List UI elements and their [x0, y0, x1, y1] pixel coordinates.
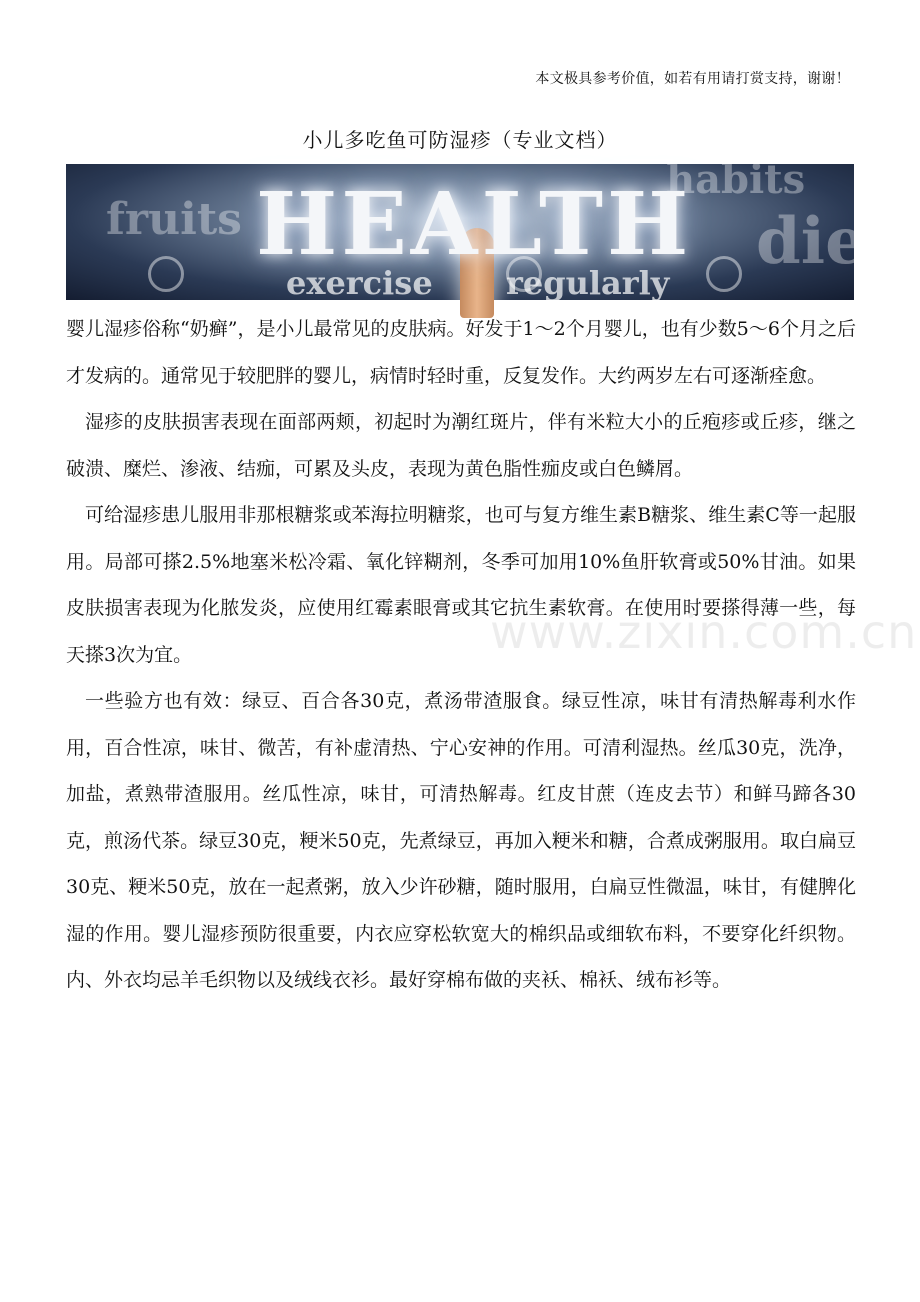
banner-word-habits: habits: [666, 156, 806, 203]
banner-word-regularly: regularly: [506, 264, 670, 302]
banner-word-diet: diet: [756, 204, 896, 279]
document-title: 小儿多吃鱼可防湿疹（专业文档）: [302, 128, 618, 152]
header-note: 本文极具参考价值，如若有用请打赏支持，谢谢！: [535, 71, 850, 87]
watermark-spiral-icon: [706, 256, 742, 292]
paragraph-3: 可给湿疹患儿服用非那根糖浆或苯海拉明糖浆，也可与复方维生素B糖浆、维生素C等一起服用。局部可搽2.5%地塞米松冷霜、氧化锌糊剂，冬季可加用10%鱼肝软膏或50%甘油。如果皮肤损害表现为化脓发炎，应使用红霉素眼膏或其它抗生素软膏。在使用时要搽得薄一些，每天搽3次为宜。: [66, 504, 856, 666]
health-banner-image: [66, 156, 896, 302]
paragraph-2: 湿疹的皮肤损害表现在面部两颊，初起时为潮红斑片，伴有米粒大小的丘疱疹或丘疹，继之破溃、糜烂、渗液、结痂，可累及头皮，表现为黄色脂性痂皮或白色鳞屑。: [66, 411, 856, 480]
watermark-spiral-icon: [506, 256, 542, 292]
paragraph-1: 婴儿湿疹俗称“奶癣”，是小儿最常见的皮肤病。好发于1～2个月婴儿，也有少数5～6个月之后才发病的。通常见于较肥胖的婴儿，病情时轻时重，反复发作。大约两岁左右可逐渐痊愈。: [66, 318, 856, 387]
paragraph-4: 一些验方也有效：绿豆、百合各30克，煮汤带渣服食。绿豆性凉，味甘有清热解毒利水作用，百合性凉，味甘、微苦，有补虚清热、宁心安神的作用。可清利湿热。丝瓜30克，洗净，加盐，煮熟带渣服用。丝瓜性凉，味甘，可清热解毒。红皮甘蔗（连皮去节）和鲜马蹄各30克，煎汤代茶。绿豆30克，粳米50克，先煮绿豆，再加入粳米和糖，合煮成粥服用。取白扁豆30克、粳米50克，放在一起煮粥，放入少许砂糖，随时服用，白扁豆性微温，味甘，有健脾化湿的作用。婴儿湿疹预防很重要，内衣应穿松软宽大的棉织品或细软布料，不要穿化纤织物。内、外衣均忌羊毛织物以及绒线衣衫。最好穿棉布做的夹袄、棉袄、绒布衫等。: [66, 690, 856, 991]
site-watermark: www.zixin.com.cn: [490, 605, 918, 659]
banner-word-exercise: exercise: [286, 264, 433, 302]
banner-word-fruits: fruits: [106, 194, 242, 245]
watermark-spiral-icon: [148, 256, 184, 292]
banner-health-word: HEALTH: [256, 174, 693, 275]
